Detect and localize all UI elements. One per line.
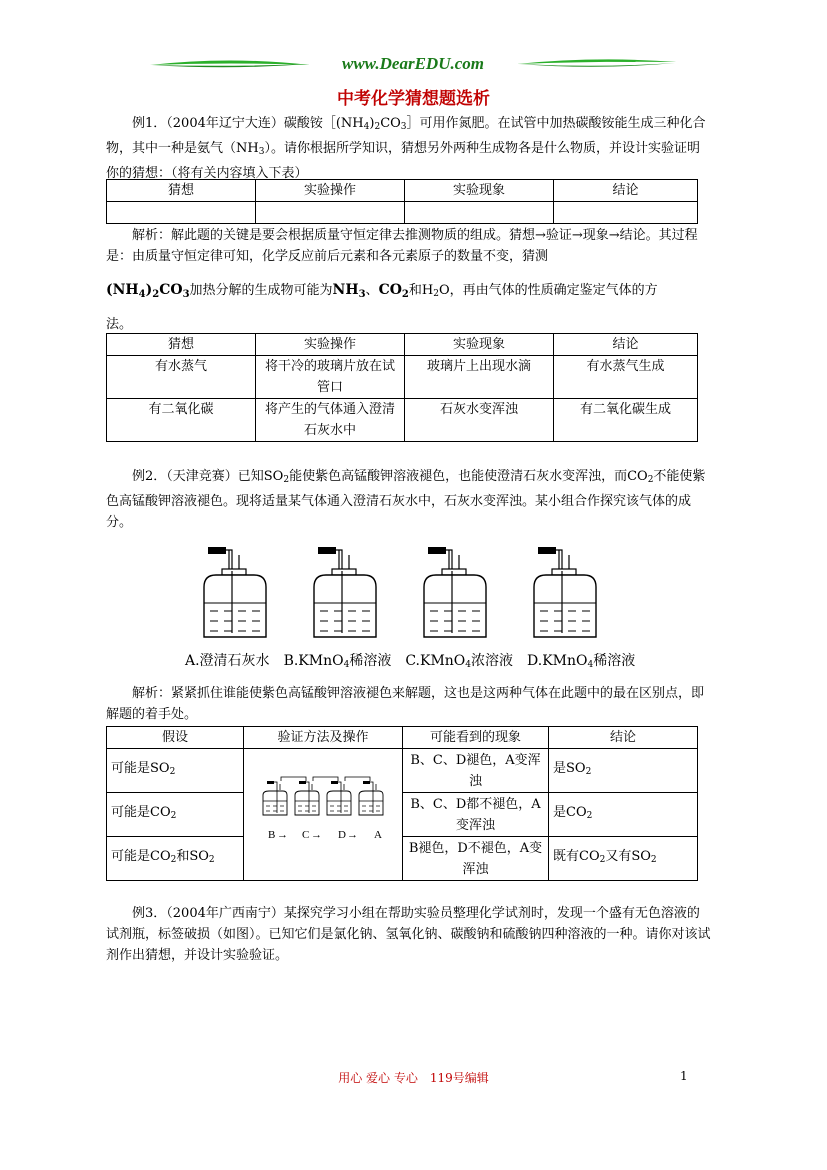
table-header: 假设 — [107, 727, 244, 749]
ex1-answer-table — [106, 333, 698, 442]
page-title: 中考化学猜想题选析 — [337, 89, 490, 109]
ex3-question: 例3．（2004年广西南宁）某探究学习小组在帮助实验员整理化学试剂时，发现一个盛有无色溶液的试剂瓶，标签破损（如图）。已知它们是氯化钠、氢氧化钠、碳酸钠和硫酸钠四种溶液的一种。请你对该试剂作出猜想，并设计实验验证。 — [106, 906, 711, 963]
table-row: 可能是$CO_2$和$SO_2$ B褪色，D不褪色，A变浑浊 既有$CO_2$又有$SO_2$ — [107, 837, 698, 881]
bottle-a — [204, 547, 266, 637]
table-header: 结论 — [554, 334, 698, 356]
site-url: www.DearEDU.com — [342, 54, 484, 73]
ex1-analysis-end: 法。 — [106, 317, 133, 332]
page-number: 1 — [680, 1069, 688, 1083]
bottle-captions: A.澄清石灰水 B.KMnO$_4$稀溶液 C.KMnO$_4$浓溶液 D.KMnO$_4$稀溶液 — [185, 653, 636, 670]
seq-label: D — [338, 829, 346, 841]
table-header: 猜想 — [107, 334, 256, 356]
table-header: 验证方法及操作 — [244, 727, 403, 749]
gas-bottles-figure — [190, 545, 650, 645]
table-header: 结论 — [554, 180, 698, 202]
table-header: 猜想 — [107, 180, 256, 202]
seq-label: C — [302, 829, 310, 841]
footer-text: 用心 爱心 专心 119号编辑 — [338, 1071, 489, 1085]
ex2-analysis: 解析：紧紧抓住谁能使紫色高锰酸钾溶液褪色来解题，这也是这两种气体在此题中的最在区别点，即解题的着手处。 — [106, 686, 705, 722]
table-header: 实验操作 — [256, 180, 405, 202]
table-header: 可能看到的现象 — [403, 727, 549, 749]
svg-text:→: → — [277, 829, 288, 841]
table-row: 可能是$CO_2$ B、C、D都不褪色，A变浑浊 是$CO_2$ — [107, 793, 698, 837]
ex1-blank-table — [106, 179, 698, 224]
seq-label: A — [374, 829, 382, 841]
table-header: 实验现象 — [405, 334, 554, 356]
bottle-c — [424, 547, 486, 637]
svg-text:→: → — [311, 829, 322, 841]
table-header: 实验操作 — [256, 334, 405, 356]
ex1-question: 例1．（2004年辽宁大连）碳酸铵$[(NH_4)_2CO_3]$可用作氮肥。在试管中加热碳酸铵能生成三种化合物，其中一种是氨气$(NH_3)$。请你根据所学知识，猜想另外两种生成物各是什么物质，并设计实验证明你的猜想：（将有关内容填入下表） — [106, 116, 706, 181]
table-row: 可能是$SO_2$ B → C → D → A B、C、D褪色，A变浑浊 是$SO_2$ — [107, 749, 698, 793]
site-logo — [150, 52, 677, 76]
apparatus-sequence-figure — [248, 763, 398, 859]
svg-text:→: → — [347, 829, 358, 841]
ex2-table — [106, 726, 698, 881]
ex1-analysis: 解析：解此题的关键是要会根据质量守恒定律去推测物质的组成。猜想→验证→现象→结论。其过程是：由质量守恒定律可知，化学反应前后元素和各元素原子的数量不变，猜测 — [106, 228, 698, 264]
bottle-b — [314, 547, 376, 637]
bottle-d — [534, 547, 596, 637]
ex1-analysis-formula: $(NH_4)_2CO_3$加热分解的生成物可能为$NH_3$、$CO_2$和$H_2O$，再由气体的性质确定鉴定气体的方 — [106, 282, 658, 300]
table-row: 有二氧化碳 将产生的气体通入澄清石灰水中 石灰水变浑浊 有二氧化碳生成 — [107, 399, 698, 442]
ex2-question: 例2．（天津竞赛）已知$SO_2$能使紫色高锰酸钾溶液褪色，也能使澄清石灰水变浑浊，而$CO_2$不能使紫色高锰酸钾溶液褪色。现将适量某气体通入澄清石灰水中，石灰水变浑浊。某小组合作探究该气体的成分。 — [106, 469, 706, 530]
table-header: 结论 — [549, 727, 698, 749]
table-row: 有水蒸气 将干冷的玻璃片放在试管口 玻璃片上出现水滴 有水蒸气生成 — [107, 356, 698, 399]
table-header: 实验现象 — [405, 180, 554, 202]
seq-label: B — [268, 829, 276, 841]
